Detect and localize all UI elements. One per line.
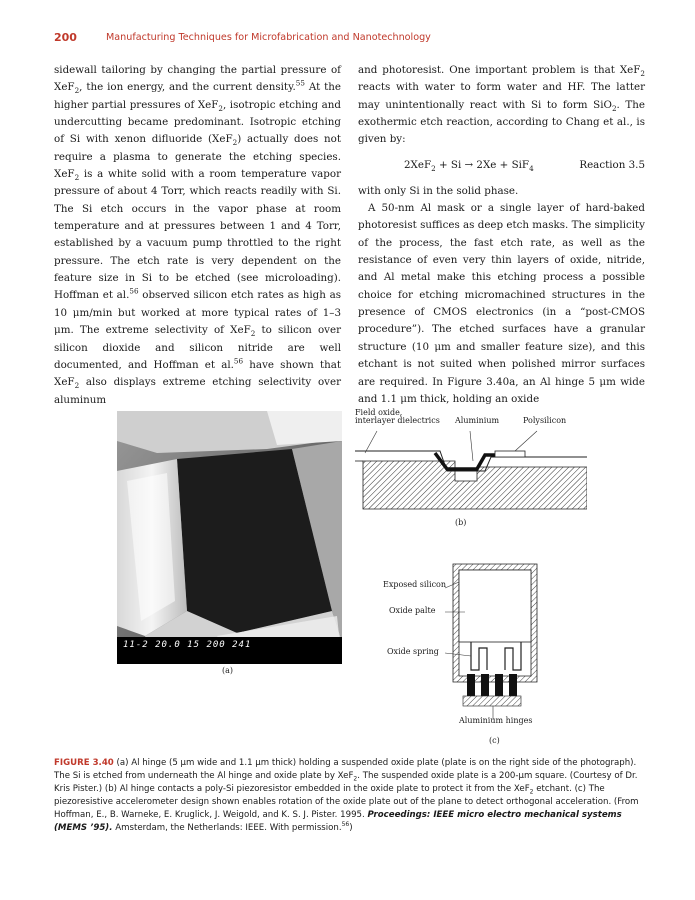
sem-info-label: 11-2 20.0 15 200 241 <box>123 640 252 650</box>
figure-caption: FIGURE 3.40 (a) Al hinge (5 μm wide and 1.1 μm thick) holding a suspended oxide plate (plate is on the right side of the photograph). The Si is etched from underneath the Al hinge and oxide plate by XeF$_2$. The suspended oxide plate is a 200-μm square. (Courtesy of Dr. Kris Pister.) (b) Al hinge contacts a poly-Si piezoresistor embedded in the oxide plate to protect it from the XeF$_2$ etchant. (c) The piezoresistive accelerometer design shown enables rotation of the oxide plate out of the plane to detect orthogonal acceleration. (From Hoffman, E., B. Warneke, E. Kruglick, J. Weigold, and K. S. J. Pister. 1995. Proceedings: IEEE micro electro mechanical systems (MEMS ’95). Amsterdam, the Netherlands: IEEE. With permission.$^{56}$) <box>54 758 639 834</box>
body-paragraph: with only Si in the solid phase. <box>358 184 519 197</box>
label-field-oxide: Field oxide, <box>355 408 403 417</box>
body-paragraph: and photoresist. One important problem is that XeF$_2$ reacts with water to form water and HF. The latter may unintentionally react with Si to form SiO$_2$. The exothermic etch reaction, according to Chang et al., is given by: <box>358 64 646 146</box>
label-aluminium-hinges: Aluminium hinges <box>459 716 533 725</box>
running-title: Manufacturing Techniques for Microfabrication and Nanotechnology <box>106 32 431 43</box>
equation-label: Reaction 3.5 <box>579 158 645 171</box>
label-polysilicon: Polysilicon <box>523 416 567 425</box>
label-interlayer-dielectrics: interlayer dielectrics <box>355 416 440 425</box>
body-paragraph: sidewall tailoring by changing the partial pressure of XeF$_2$, the ion energy, and the current density.$^{55}$ At the higher partial pressures of XeF$_2$, isotropic etching and undercutting became predominant. Isotropic etching of Si with xenon difluoride (XeF$_2$) actually does not require a plasma to generate the etching species. XeF$_2$ is a white solid with a room temperature vapor pressure of about 4 Torr, which reacts readily with Si. The Si etch occurs in the vapor phase at room temperature and at pressures between 1 and 4 Torr, established by a vacuum pump throttled to the right pressure. The etch rate is very dependent on the feature size in Si to be etched (see microloading). Hoffman et al.$^{56}$ observed silicon etch rates as high as 10 μm/min but worked at more typical rates of 1–3 μm. The extreme selectivity of XeF$_2$ to silicon over silicon dioxide and silicon nitride are well documented, and Hoffman et al.$^{56}$ have shown that XeF$_2$ also displays extreme etching selectivity over aluminum <box>54 64 342 406</box>
proceedings-title: Proceedings: IEEE micro electro mechanical systems (MEMS ’95). <box>54 810 622 834</box>
equation: 2XeF$_2$ + Si → 2Xe + SiF$_4$ <box>404 158 534 173</box>
panel-label-c: (c) <box>489 736 500 745</box>
label-oxide-plate: Oxide palte <box>389 606 436 615</box>
label-aluminium: Aluminium <box>455 416 500 425</box>
label-exposed-silicon: Exposed silicon <box>383 580 447 589</box>
panel-label-a: (a) <box>222 666 234 675</box>
left-text-column <box>54 62 341 409</box>
figure-label: FIGURE 3.40 <box>54 758 114 768</box>
body-paragraph: A 50-nm Al mask or a single layer of hard-baked photoresist suffices as deep etch masks. The simplicity of the process, the fast etch rate, as well as the resistance of even very thin layers of oxide, nitride, and Al metal make this etching process a possible choice for etching micromachined structures in the presence of CMOS electronics (in a “post-CMOS procedure”). The etched surfaces have a granular structure (10 μm and smaller feature size), and this etchant is not suited when polished mirror surfaces are required. In Figure 3.40a, an Al hinge 5 μm wide and 1.1 μm thick, holding an oxide <box>358 202 645 405</box>
sem-image <box>117 411 342 664</box>
panel-label-b: (b) <box>455 518 467 527</box>
right-text-column <box>358 62 645 408</box>
label-oxide-spring: Oxide spring <box>387 647 439 656</box>
page-number: 200 <box>54 31 77 44</box>
accelerometer-layout-diagram <box>375 560 575 735</box>
reaction-equation <box>358 149 645 183</box>
sem-photograph <box>117 411 342 664</box>
running-header <box>54 31 644 47</box>
cross-section-drawing <box>355 409 587 519</box>
cross-section-diagram <box>355 409 587 519</box>
